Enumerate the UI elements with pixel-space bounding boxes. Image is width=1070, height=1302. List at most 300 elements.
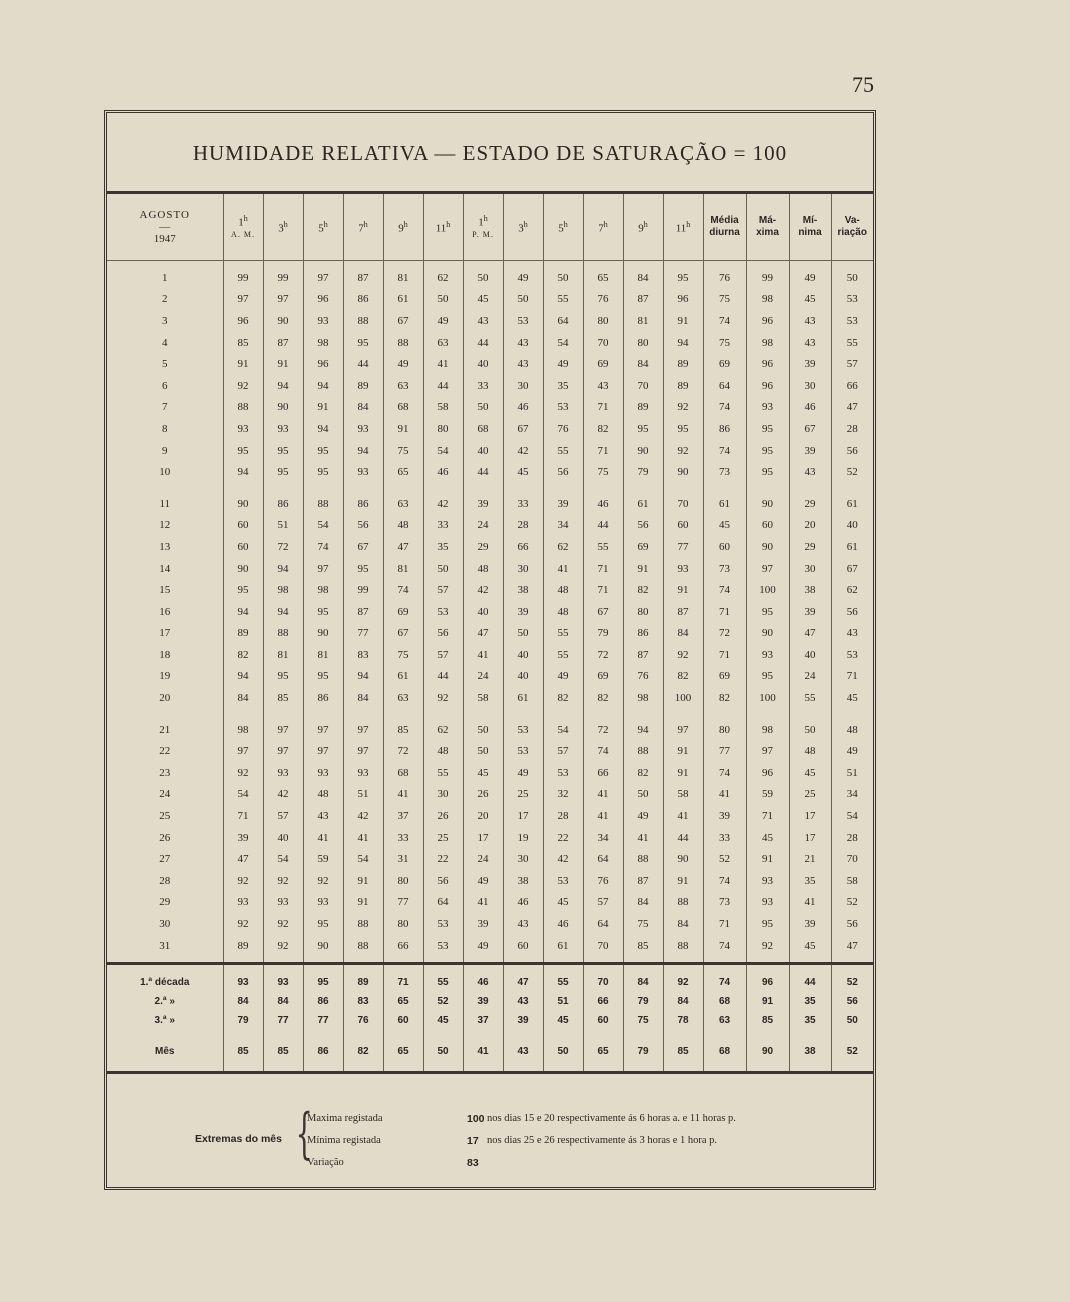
cell-value: 85 (223, 332, 263, 354)
day-number: 11 (159, 497, 171, 510)
decade-value: 68 (703, 992, 746, 1011)
table-row (107, 289, 873, 311)
cell-value: 91 (263, 353, 303, 375)
table-row (107, 515, 873, 537)
table-row (107, 644, 873, 666)
cell-value: 53 (543, 397, 583, 419)
cell-value: 43 (789, 310, 831, 332)
cell-value: 88 (343, 310, 383, 332)
cell-value: 21 (789, 848, 831, 870)
cell-value: 41 (463, 644, 503, 666)
cell-value: 53 (503, 310, 543, 332)
decade-value: 55 (543, 964, 583, 993)
cell-value: 77 (663, 536, 703, 558)
cell-value: 53 (831, 310, 873, 332)
cell-value: 97 (303, 709, 343, 741)
hour-header (423, 193, 463, 261)
cell-value: 88 (663, 935, 703, 964)
cell-value: 53 (503, 740, 543, 762)
day-number: 26 (159, 831, 171, 844)
cell-value: 22 (543, 827, 583, 849)
cell-value: 74 (583, 740, 623, 762)
cell-value: 62 (423, 261, 463, 289)
cell-value: 67 (383, 310, 423, 332)
table-row (107, 397, 873, 419)
cell-value: 55 (583, 536, 623, 558)
cell-value: 81 (623, 310, 663, 332)
cell-value: 92 (263, 870, 303, 892)
cell-value: 50 (463, 397, 503, 419)
stat-label-line1: Va- (844, 215, 860, 226)
table-row (107, 687, 873, 709)
cell-value: 74 (703, 870, 746, 892)
month-value: 52 (831, 1030, 873, 1073)
period-label: A. M. (231, 230, 255, 240)
decade-value: 70 (583, 964, 623, 993)
cell-value: 58 (423, 397, 463, 419)
cell-value: 92 (663, 397, 703, 419)
hour-header (623, 193, 663, 261)
cell-value: 95 (746, 913, 789, 935)
cell-value: 80 (383, 870, 423, 892)
cell-value: 61 (831, 536, 873, 558)
day-number: 7 (162, 401, 168, 414)
cell-value: 17 (789, 805, 831, 827)
table-row (107, 666, 873, 688)
cell-value: 30 (503, 375, 543, 397)
cell-value: 95 (746, 440, 789, 462)
cell-value: 93 (223, 418, 263, 440)
cell-value: 87 (623, 644, 663, 666)
decade-value: 44 (789, 964, 831, 993)
cell-value: 93 (263, 762, 303, 784)
cell-value: 94 (343, 440, 383, 462)
table-row (107, 805, 873, 827)
cell-value: 82 (623, 762, 663, 784)
cell-value: 90 (223, 558, 263, 580)
cell-value: 81 (303, 644, 343, 666)
cell-value: 95 (746, 601, 789, 623)
table-frame (104, 110, 876, 1190)
cell-value: 86 (703, 418, 746, 440)
page-title: HUMIDADE RELATIVA — ESTADO DE SATURAÇÃO = 100 (192, 141, 788, 165)
cell-value: 64 (583, 913, 623, 935)
decade-value: 86 (303, 992, 343, 1011)
cell-value: 25 (503, 784, 543, 806)
cell-value: 84 (623, 892, 663, 914)
cell-value: 48 (789, 740, 831, 762)
cell-value: 61 (831, 483, 873, 515)
hour-label: 9 (638, 222, 644, 235)
hour-label: 5 (558, 222, 564, 235)
cell-value: 96 (303, 289, 343, 311)
cell-value: 44 (423, 375, 463, 397)
cell-value: 67 (831, 558, 873, 580)
cell-value: 33 (423, 515, 463, 537)
month-value: 68 (703, 1030, 746, 1073)
cell-value: 53 (423, 601, 463, 623)
decade-value: 51 (543, 992, 583, 1011)
cell-value: 49 (543, 666, 583, 688)
cell-value: 94 (343, 666, 383, 688)
cell-value: 85 (263, 687, 303, 709)
cell-value: 33 (463, 375, 503, 397)
cell-value: 58 (831, 870, 873, 892)
cell-value: 91 (623, 558, 663, 580)
cell-value: 50 (831, 261, 873, 289)
cell-value: 89 (663, 375, 703, 397)
cell-value: 61 (383, 666, 423, 688)
cell-value: 74 (703, 762, 746, 784)
decade-value: 84 (223, 992, 263, 1011)
cell-value: 50 (463, 709, 503, 741)
cell-value: 51 (343, 784, 383, 806)
cell-value: 43 (503, 913, 543, 935)
cell-value: 93 (303, 762, 343, 784)
decade-value: 66 (583, 992, 623, 1011)
day-number: 5 (162, 358, 168, 371)
cell-value: 40 (789, 644, 831, 666)
period-label: P. M. (472, 230, 494, 240)
day-number: 22 (159, 745, 171, 758)
cell-value: 67 (789, 418, 831, 440)
decade-value: 74 (703, 964, 746, 993)
cell-value: 96 (746, 310, 789, 332)
hour-suffix: h (563, 220, 568, 230)
hour-label: 3 (278, 222, 284, 235)
cell-value: 39 (789, 353, 831, 375)
cell-value: 93 (263, 418, 303, 440)
day-number: 16 (159, 605, 171, 618)
month-value: 86 (303, 1030, 343, 1073)
decade-value: 78 (663, 1011, 703, 1030)
cell-value: 69 (583, 666, 623, 688)
cell-value: 48 (303, 784, 343, 806)
day-number: 21 (159, 723, 171, 736)
day-number: 15 (159, 584, 171, 597)
table-row (107, 261, 873, 289)
cell-value: 45 (831, 687, 873, 709)
cell-value: 71 (583, 397, 623, 419)
extreme-min-value: 17 (467, 1135, 479, 1147)
cell-value: 39 (503, 601, 543, 623)
cell-value: 69 (383, 601, 423, 623)
table-row (107, 848, 873, 870)
cell-value: 90 (746, 623, 789, 645)
cell-value: 95 (746, 418, 789, 440)
cell-value: 92 (303, 870, 343, 892)
cell-value: 24 (463, 848, 503, 870)
cell-value: 96 (663, 289, 703, 311)
cell-value: 88 (303, 483, 343, 515)
month-total-label: Mês (107, 1030, 223, 1073)
table-row (107, 579, 873, 601)
cell-value: 79 (623, 461, 663, 483)
decade-value: 60 (583, 1011, 623, 1030)
stat-label-line2: diurna (709, 227, 740, 238)
cell-value: 95 (746, 461, 789, 483)
cell-value: 93 (746, 892, 789, 914)
cell-value: 87 (663, 601, 703, 623)
cell-value: 94 (623, 709, 663, 741)
cell-value: 97 (263, 289, 303, 311)
decade-label: 1.ª década (107, 964, 223, 993)
cell-value: 39 (789, 913, 831, 935)
cell-value: 71 (583, 440, 623, 462)
hour-suffix: h (363, 220, 368, 230)
cell-value: 39 (463, 483, 503, 515)
cell-value: 56 (423, 870, 463, 892)
cell-value: 49 (831, 740, 873, 762)
day-number: 29 (159, 896, 171, 909)
cell-value: 88 (383, 332, 423, 354)
month-value: 85 (223, 1030, 263, 1073)
cell-value: 93 (343, 418, 383, 440)
cell-value: 75 (703, 289, 746, 311)
cell-value: 45 (789, 935, 831, 964)
cell-value: 45 (463, 289, 503, 311)
cell-value: 60 (223, 536, 263, 558)
month-value: 90 (746, 1030, 789, 1073)
decade-value: 47 (503, 964, 543, 993)
cell-value: 94 (223, 461, 263, 483)
cell-value: 96 (746, 762, 789, 784)
cell-value: 52 (831, 461, 873, 483)
cell-value: 48 (543, 601, 583, 623)
cell-value: 33 (703, 827, 746, 849)
table-row (107, 784, 873, 806)
table-row (107, 353, 873, 375)
cell-value: 99 (263, 261, 303, 289)
cell-value: 84 (343, 687, 383, 709)
cell-value: 60 (663, 515, 703, 537)
hour-header (663, 193, 703, 261)
cell-value: 39 (789, 601, 831, 623)
cell-value: 55 (789, 687, 831, 709)
cell-value: 44 (343, 353, 383, 375)
cell-value: 95 (663, 261, 703, 289)
decade-value: 50 (831, 1011, 873, 1030)
hour-suffix: h (523, 220, 528, 230)
cell-value: 53 (503, 709, 543, 741)
cell-value: 29 (463, 536, 503, 558)
cell-value: 69 (623, 536, 663, 558)
decade-value: 52 (831, 964, 873, 993)
cell-value: 74 (703, 310, 746, 332)
cell-value: 57 (263, 805, 303, 827)
cell-value: 41 (663, 805, 703, 827)
cell-value: 87 (343, 261, 383, 289)
cell-value: 30 (789, 375, 831, 397)
decade-value: 43 (503, 992, 543, 1011)
cell-value: 48 (543, 579, 583, 601)
header-row (107, 193, 873, 261)
decade-row (107, 964, 873, 993)
table-row (107, 870, 873, 892)
cell-value: 74 (703, 579, 746, 601)
cell-value: 20 (463, 805, 503, 827)
cell-value: 40 (463, 601, 503, 623)
month-value: 65 (383, 1030, 423, 1073)
cell-value: 97 (223, 740, 263, 762)
hour-header (463, 193, 503, 261)
cell-value: 43 (303, 805, 343, 827)
cell-value: 80 (623, 601, 663, 623)
cell-value: 48 (831, 709, 873, 741)
day-number: 13 (159, 540, 171, 553)
cell-value: 54 (543, 332, 583, 354)
cell-value: 88 (343, 913, 383, 935)
cell-value: 90 (746, 483, 789, 515)
cell-value: 46 (543, 913, 583, 935)
cell-value: 31 (383, 848, 423, 870)
cell-value: 95 (303, 666, 343, 688)
cell-value: 86 (263, 483, 303, 515)
day-number: 4 (162, 336, 168, 349)
cell-value: 63 (383, 483, 423, 515)
cell-value: 94 (223, 666, 263, 688)
cell-value: 86 (343, 483, 383, 515)
cell-value: 95 (303, 913, 343, 935)
cell-value: 60 (703, 536, 746, 558)
cell-value: 90 (623, 440, 663, 462)
decade-value: 39 (463, 992, 503, 1011)
cell-value: 44 (463, 461, 503, 483)
cell-value: 35 (789, 870, 831, 892)
extreme-min-name: Mínima registada (307, 1135, 381, 1146)
cell-value: 85 (623, 935, 663, 964)
table-row (107, 440, 873, 462)
cell-value: 44 (663, 827, 703, 849)
cell-value: 99 (343, 579, 383, 601)
stat-label-line1: Má- (758, 215, 777, 226)
cell-value: 92 (223, 913, 263, 935)
cell-value: 98 (746, 289, 789, 311)
cell-value: 39 (789, 440, 831, 462)
cell-value: 92 (663, 644, 703, 666)
cell-value: 90 (746, 536, 789, 558)
hour-suffix: h (403, 220, 408, 230)
cell-value: 30 (503, 848, 543, 870)
cell-value: 49 (383, 353, 423, 375)
cell-value: 50 (543, 261, 583, 289)
cell-value: 41 (583, 805, 623, 827)
brace-icon: { (295, 1102, 313, 1165)
cell-value: 40 (463, 353, 503, 375)
cell-value: 99 (746, 261, 789, 289)
cell-value: 69 (703, 353, 746, 375)
cell-value: 57 (543, 740, 583, 762)
cell-value: 97 (746, 740, 789, 762)
cell-value: 46 (423, 461, 463, 483)
cell-value: 91 (746, 848, 789, 870)
cell-value: 40 (503, 666, 543, 688)
cell-value: 92 (223, 375, 263, 397)
cell-value: 90 (303, 623, 343, 645)
month-value: 41 (463, 1030, 503, 1073)
cell-value: 82 (703, 687, 746, 709)
month-value: 79 (623, 1030, 663, 1073)
table-row (107, 913, 873, 935)
cell-value: 93 (223, 892, 263, 914)
cell-value: 67 (343, 536, 383, 558)
cell-value: 91 (223, 353, 263, 375)
cell-value: 67 (383, 623, 423, 645)
cell-value: 90 (663, 848, 703, 870)
cell-value: 88 (223, 397, 263, 419)
cell-value: 74 (703, 935, 746, 964)
cell-value: 38 (789, 579, 831, 601)
cell-value: 72 (583, 644, 623, 666)
cell-value: 41 (583, 784, 623, 806)
cell-value: 95 (303, 601, 343, 623)
month-label: AGOSTO (139, 209, 190, 221)
cell-value: 47 (831, 935, 873, 964)
month-value: 85 (663, 1030, 703, 1073)
cell-value: 97 (343, 709, 383, 741)
cell-value: 41 (303, 827, 343, 849)
cell-value: 42 (423, 483, 463, 515)
day-number: 19 (159, 670, 171, 683)
decade-value: 76 (343, 1011, 383, 1030)
day-number: 31 (159, 939, 171, 952)
cell-value: 91 (343, 870, 383, 892)
cell-value: 38 (503, 579, 543, 601)
cell-value: 43 (583, 375, 623, 397)
day-number: 14 (159, 562, 171, 575)
hour-suffix: h (603, 220, 608, 230)
cell-value: 33 (503, 483, 543, 515)
decade-value: 79 (223, 1011, 263, 1030)
cell-value: 45 (746, 827, 789, 849)
day-number: 3 (162, 314, 168, 327)
cell-value: 80 (423, 418, 463, 440)
cell-value: 92 (263, 913, 303, 935)
cell-value: 40 (463, 440, 503, 462)
cell-value: 76 (583, 289, 623, 311)
month-value: 85 (263, 1030, 303, 1073)
cell-value: 92 (263, 935, 303, 964)
table-row (107, 827, 873, 849)
decade-value: 77 (263, 1011, 303, 1030)
cell-value: 50 (503, 289, 543, 311)
cell-value: 56 (423, 623, 463, 645)
cell-value: 84 (663, 623, 703, 645)
cell-value: 59 (746, 784, 789, 806)
cell-value: 98 (746, 332, 789, 354)
decade-value: 35 (789, 992, 831, 1011)
stat-header (703, 193, 746, 261)
cell-value: 91 (663, 762, 703, 784)
cell-value: 94 (303, 375, 343, 397)
cell-value: 79 (583, 623, 623, 645)
cell-value: 97 (746, 558, 789, 580)
cell-value: 89 (343, 375, 383, 397)
cell-value: 60 (503, 935, 543, 964)
cell-value: 81 (383, 261, 423, 289)
cell-value: 75 (383, 440, 423, 462)
decade-value: 84 (263, 992, 303, 1011)
decade-value: 85 (746, 1011, 789, 1030)
cell-value: 96 (223, 310, 263, 332)
cell-value: 57 (583, 892, 623, 914)
cell-value: 91 (343, 892, 383, 914)
cell-value: 39 (543, 483, 583, 515)
cell-value: 45 (789, 762, 831, 784)
cell-value: 97 (263, 709, 303, 741)
cell-value: 49 (623, 805, 663, 827)
cell-value: 71 (223, 805, 263, 827)
